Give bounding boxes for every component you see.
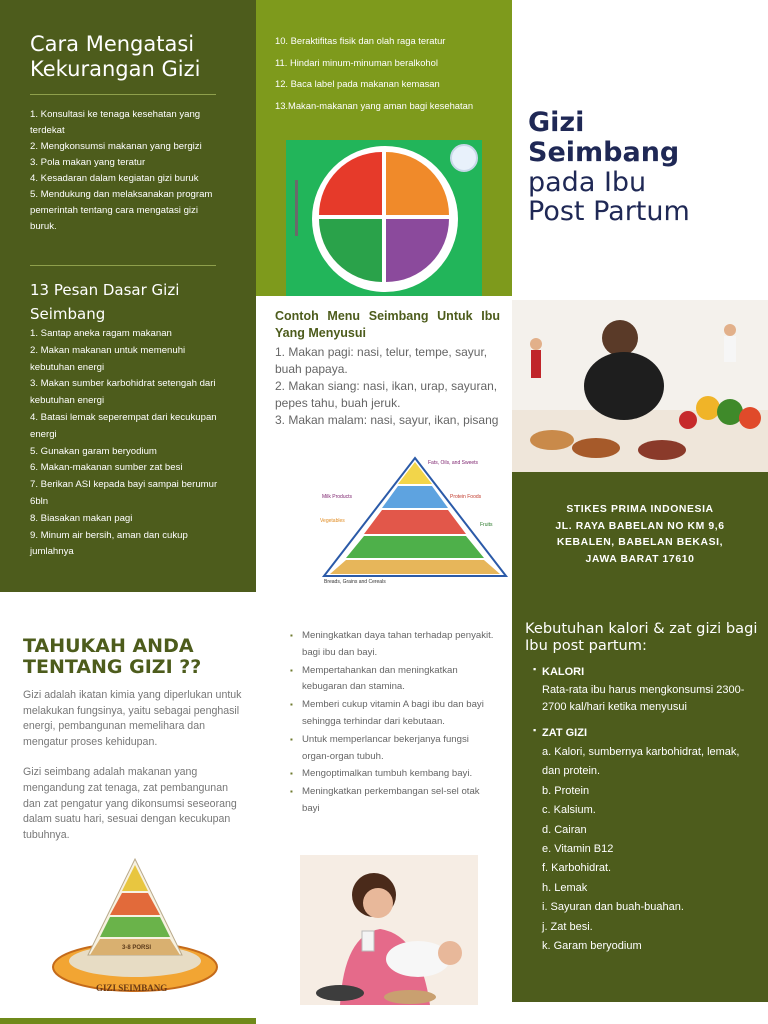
list-item: a. Kalori, sumbernya karbohidrat, lemak, dan protein. — [542, 746, 740, 778]
subtitle-line: Post Partum — [528, 196, 690, 227]
list-item: 2. Mengkonsumsi makanan yang bergizi — [30, 141, 202, 152]
address-line: STIKES PRIMA INDONESIA — [566, 504, 714, 515]
list-item: ▪ Memberi cukup vitamin A bagi ibu dan bayi sehingga terhindar dari kebutaan. — [302, 697, 498, 731]
milk-cup-icon — [450, 144, 478, 172]
address-line: JAWA BARAT 17610 — [585, 553, 695, 565]
woman-with-food-photo — [512, 300, 768, 472]
divider — [30, 94, 216, 95]
plate-grains-section — [386, 152, 449, 215]
tahukah-panel — [0, 592, 256, 1024]
pesan-list — [30, 326, 226, 561]
list-item: 3. Makan sumber karbohidrat setengah dari kebutuhan energi — [30, 378, 216, 407]
list-item: 3. Makan malam: nasi, sayur, ikan, pisang — [275, 413, 499, 427]
menu-title: Contoh Menu Seimbang Untuk Ibu Yang Menyusui — [275, 309, 500, 340]
list-item: ▪ Mempertahankan dan meningkatkan kebugaran dan stamina. — [302, 663, 498, 697]
footer-strip — [0, 1018, 256, 1024]
list-item: 9. Minum air bersih, aman dan cukup jumlahnya — [30, 529, 188, 558]
zat-gizi-label: ▪ ZAT GIZI — [525, 727, 758, 739]
list-item: 12. Baca label pada makanan kemasan — [275, 78, 440, 89]
food-plate-image — [286, 140, 482, 296]
list-item: 1. Santap aneka ragam makanan — [30, 328, 172, 339]
address-line: KEBALEN, BABELAN BEKASI, — [556, 537, 724, 548]
tahukah-title: TAHUKAH ANDA TENTANG GIZI ?? — [23, 635, 202, 678]
zat-gizi-list — [525, 743, 758, 956]
list-item: f. Karbohidrat. — [542, 862, 612, 875]
main-title — [528, 108, 679, 168]
cara-mengatasi-panel — [0, 0, 256, 592]
title-line: Gizi — [528, 107, 585, 138]
list-item: d. Cairan — [542, 823, 587, 836]
menu-panel — [256, 296, 512, 592]
title-line: Seimbang — [528, 137, 680, 168]
list-item: 4. Batasi lemak seperempat dari kecukupan energi — [30, 411, 217, 440]
list-item: 1. Konsultasi ke tenaga kesehatan yang terdekat — [30, 109, 201, 136]
list-item: 1. Makan pagi: nasi, telur, tempe, sayur, buah papaya. — [275, 345, 488, 376]
list-item: e. Vitamin B12 — [542, 843, 614, 856]
list-item: c. Kalsium. — [542, 804, 596, 817]
list-item: i. Sayuran dan buah-buahan. — [542, 901, 684, 914]
pyramid-label-breads: Breads, Grains and Cereals — [324, 579, 386, 584]
list-item: ▪ Mengoptimalkan tumbuh kembang bayi. — [302, 766, 498, 783]
list-item: 2. Makan makanan untuk memenuhi kebutuhan energi — [30, 344, 186, 373]
list-item: 2. Makan siang: nasi, ikan, urap, sayuran, pepes tahu, buah jeruk. — [275, 379, 498, 410]
list-item: b. Protein — [542, 784, 590, 797]
kebutuhan-panel — [512, 592, 768, 1002]
list-item: 4. Kesadaran dalam kegiatan gizi buruk — [30, 173, 199, 184]
divider — [30, 265, 216, 266]
list-item: 6. Makan-makanan sumber zat besi — [30, 462, 183, 474]
address-line: JL. RAYA BABELAN NO KM 9,6 — [555, 520, 725, 532]
kalori-text: Rata-rata ibu harus mengkonsumsi 2300-2700 kal/hari ketika menyusui — [542, 684, 745, 713]
list-item: 3. Pola makan yang teratur — [30, 157, 146, 168]
list-item: 10. Beraktifitas fisik dan olah raga teratur — [275, 35, 446, 46]
plate-fruits-section — [319, 152, 382, 215]
list-item: h. Lemak — [542, 881, 588, 894]
title-panel — [512, 0, 768, 472]
gizi-seimbang-label: GIZI SEIMBANG — [96, 983, 168, 993]
benefits-list — [302, 628, 498, 818]
list-item: 11. Hindari minum-minuman beralkohol — [275, 56, 438, 68]
pyramid-portion-label: 3-8 PORSI — [122, 945, 152, 951]
pesan-continued-panel — [256, 0, 512, 296]
pyramid-label-protein: Protein Foods — [450, 494, 482, 500]
tahukah-paragraph: Gizi seimbang adalah makanan yang mengandung zat tenaga, zat pembangunan dan zat pengatur yang dikonsumsi seseorang dalam suatu hari, sesuai dengan kecukupan tubuhnya. — [23, 766, 237, 841]
list-item: ▪ Meningkatkan perkembangan sel-sel otak bayi — [302, 784, 498, 818]
menu-list — [275, 344, 500, 429]
fork-icon — [295, 180, 298, 236]
subtitle-line: pada Ibu — [528, 167, 647, 198]
pyramid-label-fruits: Fruits — [480, 522, 493, 528]
list-item: k. Garam beryodium — [542, 940, 642, 953]
kalori-label: ▪ KALORI — [525, 666, 758, 678]
tahukah-paragraph: Gizi adalah ikatan kimia yang diperlukan untuk melakukan fungsinya, yaitu sebagai penghasil energi, pembangunan memelihara dan mengatur proses kehidupan. — [23, 689, 242, 748]
cara-title: Cara Mengatasi Kekurangan Gizi — [30, 32, 201, 81]
list-item: 8. Biasakan makan pagi — [30, 512, 133, 524]
pyramid-label-fats: Fats, Oils, and Sweets — [428, 460, 479, 466]
pyramid-label-vegetables: Vegetables — [320, 518, 345, 524]
cara-list — [30, 107, 226, 235]
food-pyramid-image — [320, 454, 510, 584]
pesan-list-continued — [275, 30, 494, 116]
list-item: 5. Gunakan garam beryodium — [30, 445, 157, 457]
benefits-panel — [256, 592, 512, 1024]
kebutuhan-title: Kebutuhan kalori & zat gizi bagi Ibu post partum: — [525, 620, 758, 654]
list-item: 7. Berikan ASI kepada bayi sampai berumur 6bln — [30, 479, 218, 507]
list-item: 5. Mendukung dan melaksanakan program pemerintah tentang cara mengatasi gizi buruk. — [30, 189, 213, 232]
plate-vegetables-section — [319, 219, 382, 282]
plate-protein-section — [386, 219, 449, 282]
subtitle — [528, 168, 690, 226]
mother-breastfeeding-photo — [300, 855, 478, 1005]
pyramid-label-milk: Milk Products — [322, 494, 353, 500]
bottom-white-strip — [512, 1002, 768, 1024]
list-item: 13.Makan-makanan yang aman bagi kesehatan — [275, 99, 474, 111]
pesan-title: 13 Pesan Dasar Gizi Seimbang — [30, 281, 180, 323]
gizi-seimbang-pyramid-image — [50, 857, 220, 1002]
list-item: j. Zat besi. — [542, 920, 593, 933]
list-item: ▪ Untuk memperlancar bekerjanya fungsi organ-organ tubuh. — [302, 732, 498, 766]
address-panel — [512, 472, 768, 592]
list-item: ▪ Meningkatkan daya tahan terhadap penyakit. bagi ibu dan bayi. — [302, 628, 498, 662]
